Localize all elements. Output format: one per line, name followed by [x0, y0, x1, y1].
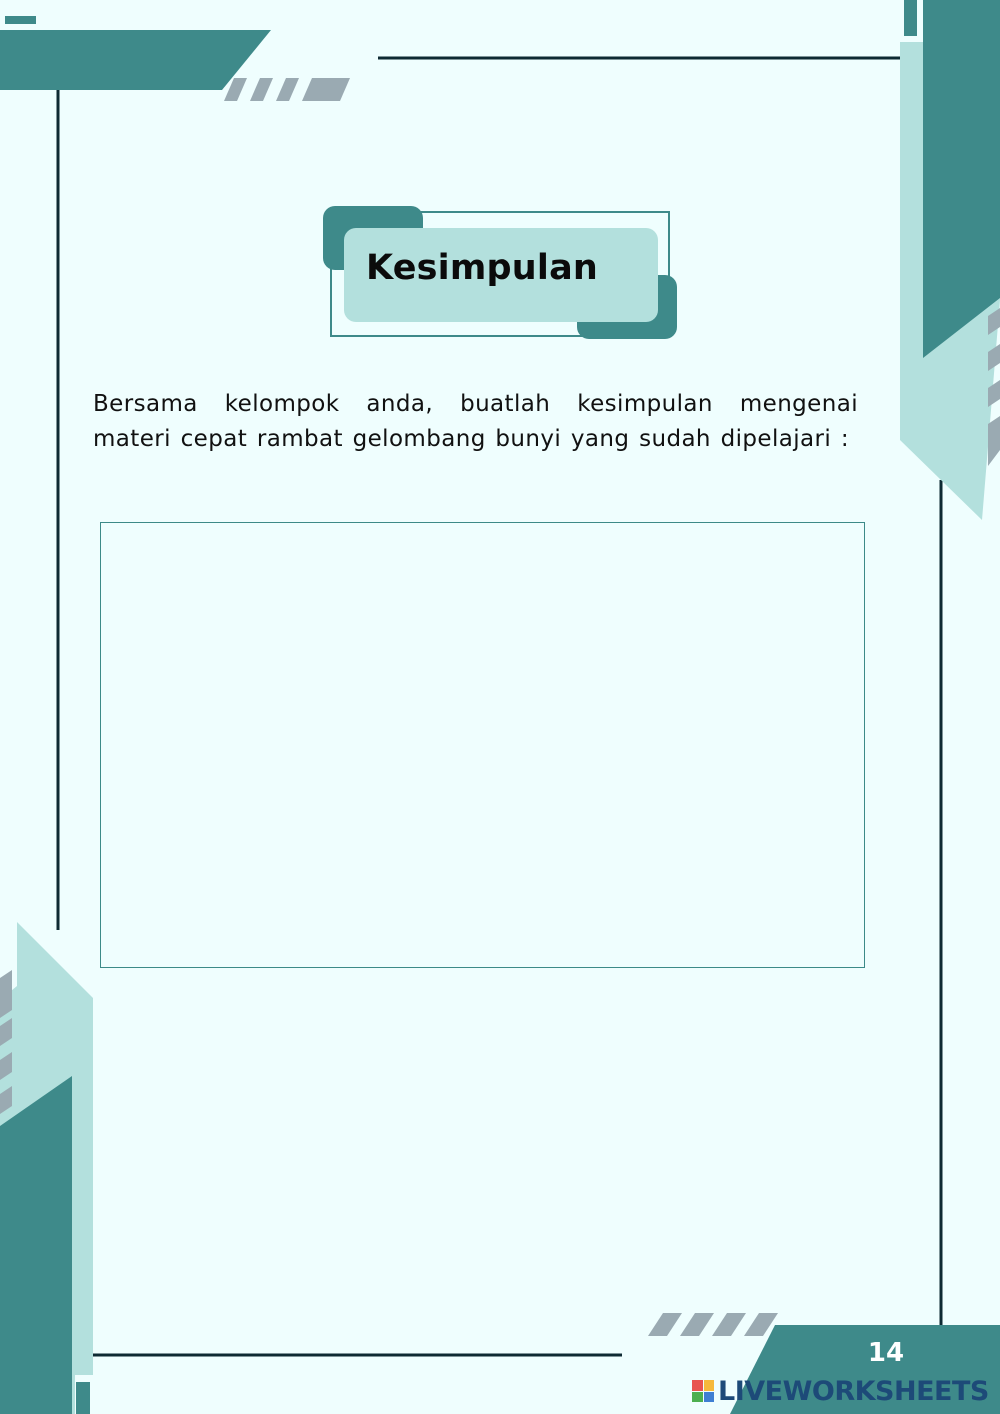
page-title: Kesimpulan	[366, 248, 599, 288]
top-right-small-bar	[904, 0, 917, 36]
answer-box[interactable]	[100, 522, 865, 968]
bottom-right-stripes	[648, 1313, 778, 1336]
watermark-text: LIVEWORKSHEETS	[718, 1375, 989, 1407]
top-left-small-bar	[5, 16, 36, 24]
top-right-dark-panel	[923, 0, 1000, 358]
bottom-left-small-bar	[76, 1382, 90, 1414]
title-card	[344, 228, 658, 322]
bottom-left-dark-panel	[0, 1076, 72, 1414]
instruction-text: Bersama kelompok anda, buatlah kesimpulan mengenai materi cepat rambat gelombang bunyi yang sudah dipelajari :	[93, 391, 858, 452]
page-number: 14	[867, 1338, 905, 1368]
top-left-stripes	[224, 78, 350, 101]
liveworksheets-logo-icon	[692, 1380, 714, 1402]
top-left-banner	[0, 30, 271, 90]
liveworksheets-watermark	[692, 1375, 989, 1407]
